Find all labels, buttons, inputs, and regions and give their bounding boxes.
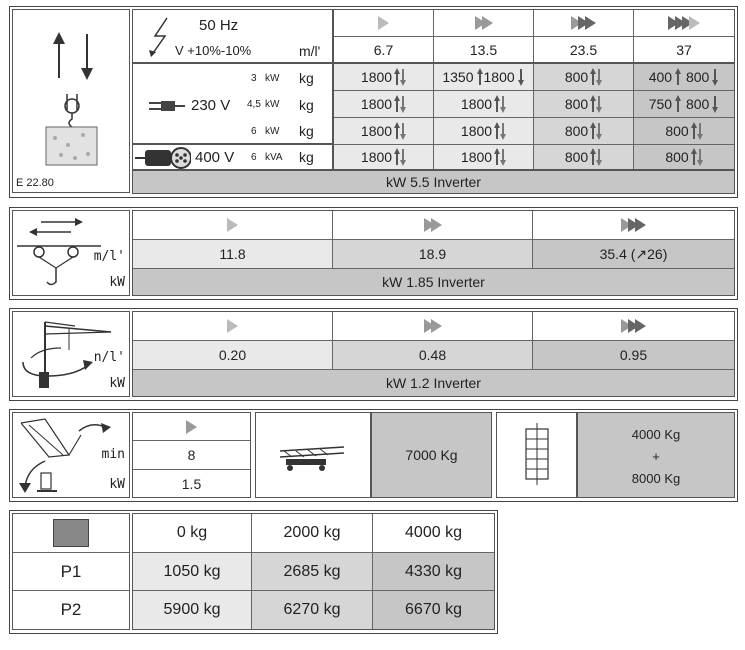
p1-value: 4330 kg xyxy=(373,553,494,591)
power-4-5: 4,5 xyxy=(247,99,261,110)
inverter-bar: kW 1.85 Inverter xyxy=(133,269,734,295)
up-down-arrows-icon xyxy=(394,68,406,86)
power-6-kva: 6 xyxy=(251,152,257,163)
p2-value: 6270 kg xyxy=(252,591,373,629)
ballast-icon-cell xyxy=(255,412,371,498)
ballast-weight: 7000 Kg xyxy=(371,412,492,498)
kg-unit: kg xyxy=(299,149,314,165)
p1-value: 2685 kg xyxy=(252,553,373,591)
counterweight-values xyxy=(577,412,735,498)
speed-value-1: 6.7 xyxy=(334,37,434,62)
up-down-arrows-icon xyxy=(494,122,506,140)
v400-block xyxy=(132,144,333,170)
slewing-speed-2: 0.48 xyxy=(333,341,533,370)
outrigger-grid xyxy=(132,513,495,630)
trolley-speed-1: 11.8 xyxy=(133,240,333,269)
speed-1-arrows xyxy=(133,413,250,441)
hoist-table-panel xyxy=(9,6,738,198)
up-arrow-icon xyxy=(674,95,682,113)
down-arrow-icon xyxy=(517,68,525,86)
up-down-arrows-icon xyxy=(394,122,406,140)
power-unit: kVA xyxy=(265,152,283,163)
power-6: 6 xyxy=(251,126,257,137)
speed-value-3: 23.5 xyxy=(534,37,634,62)
speed-unit: m/l' xyxy=(93,249,125,264)
erection-table-panel xyxy=(9,409,738,502)
outrigger-label-col xyxy=(12,513,130,630)
speed-1-arrows xyxy=(133,312,333,341)
slewing-grid xyxy=(132,311,735,397)
load-cell: 1350 1800 xyxy=(434,64,534,91)
model-code: E 22.80 xyxy=(16,177,54,189)
hoist-icon-box xyxy=(12,9,130,193)
plus-sign: + xyxy=(652,449,660,464)
power-3: 3 xyxy=(251,73,257,84)
counterweight-2: 8000 Kg xyxy=(631,471,681,486)
speed-4-arrows xyxy=(634,10,734,37)
erection-time: 8 xyxy=(133,441,250,470)
up-arrow-icon xyxy=(476,68,484,86)
load-cell: 1800 xyxy=(434,145,534,169)
hoist-icon xyxy=(13,14,129,174)
load-cell: 800 xyxy=(534,118,634,145)
load-cell: 1800 xyxy=(434,91,534,118)
slewing-icon-box xyxy=(12,311,130,397)
up-down-arrows-icon xyxy=(590,148,602,166)
up-down-arrows-icon xyxy=(590,68,602,86)
load-cell: 1800 xyxy=(434,118,534,145)
up-arrow-icon xyxy=(674,68,682,86)
row-label-p1: P1 xyxy=(13,553,129,591)
trolley-grid xyxy=(132,210,735,296)
kg-unit: kg xyxy=(299,97,314,113)
load-grid xyxy=(333,63,735,170)
power-unit: kW xyxy=(109,376,125,391)
power-unit: kW xyxy=(109,477,125,492)
up-down-arrows-icon xyxy=(590,95,602,113)
speed-2-arrows xyxy=(434,10,534,37)
slewing-speed-1: 0.20 xyxy=(133,341,333,370)
rotation-unit: n/l' xyxy=(93,350,125,365)
column-header: 0 kg xyxy=(133,514,252,553)
inverter-bar: kW 5.5 Inverter xyxy=(132,170,735,194)
load-cell: 800 xyxy=(634,118,734,145)
row-label-p2: P2 xyxy=(60,600,82,619)
speed-1-arrows xyxy=(334,10,434,37)
load-swatch-icon xyxy=(53,519,89,547)
speed-unit: m/l' xyxy=(299,43,321,59)
load-cell: 800 xyxy=(534,91,634,118)
folded-crane-icon xyxy=(278,443,348,473)
trolley-table-panel xyxy=(9,207,738,300)
load-cell: 1800 xyxy=(334,145,434,169)
lightning-icon xyxy=(147,16,177,58)
p2-value: 6670 kg xyxy=(373,591,494,629)
counterweight-stack-icon xyxy=(522,423,552,485)
load-cell: 800 xyxy=(634,145,734,169)
trolley-speed-2: 18.9 xyxy=(333,240,533,269)
power-header xyxy=(132,9,333,63)
speed-1-arrows xyxy=(133,211,333,240)
speed-2-arrows xyxy=(333,211,533,240)
erection-power: 1.5 xyxy=(181,475,202,492)
load-cell: 800 xyxy=(534,145,634,169)
column-header: 2000 kg xyxy=(252,514,373,553)
folding-crane-icon xyxy=(15,415,115,497)
p2-value: 5900 kg xyxy=(133,591,252,629)
up-down-arrows-icon xyxy=(590,122,602,140)
counterweight-1: 4000 Kg xyxy=(631,427,681,442)
load-cell: 1800 xyxy=(334,118,434,145)
speed-value-4: 37 xyxy=(676,41,692,58)
voltage-tolerance: V +10%-10% xyxy=(175,43,252,58)
power-unit: kW xyxy=(265,99,280,110)
up-down-arrows-icon xyxy=(394,148,406,166)
cee-plug-icon xyxy=(135,147,191,169)
v230-block xyxy=(132,63,333,144)
load-swatch-cell xyxy=(13,514,129,553)
trolley-icon xyxy=(15,214,105,294)
speed-3-arrows xyxy=(533,312,734,341)
up-down-arrows-icon xyxy=(494,148,506,166)
down-arrow-icon xyxy=(711,68,719,86)
outrigger-load-panel xyxy=(9,510,498,634)
inverter-bar: kW 1.2 Inverter xyxy=(133,370,734,396)
load-cell: 750 800 xyxy=(634,91,734,118)
trolley-icon-box xyxy=(12,210,130,296)
up-down-arrows-icon xyxy=(691,122,703,140)
speed-3-arrows xyxy=(534,10,634,37)
speed-3-arrows xyxy=(533,211,734,240)
power-unit: kW xyxy=(109,275,125,290)
power-unit: kW xyxy=(265,73,280,84)
slewing-table-panel xyxy=(9,308,738,401)
frequency: 50 Hz xyxy=(199,17,239,34)
up-down-arrows-icon xyxy=(691,148,703,166)
speed-value-2: 13.5 xyxy=(434,37,534,62)
load-cell: 400 800 xyxy=(634,64,734,91)
load-cell: 1800 xyxy=(334,91,434,118)
plug-icon xyxy=(147,96,187,116)
up-down-arrows-icon xyxy=(494,95,506,113)
down-arrow-icon xyxy=(711,95,719,113)
trolley-speed-3: 35.4 (↗26) xyxy=(533,240,734,269)
voltage-400: 400 V xyxy=(195,149,235,166)
erection-values xyxy=(132,412,251,498)
voltage-230: 230 V xyxy=(191,97,231,114)
speed-header-row xyxy=(333,9,735,63)
load-cell: 1800 xyxy=(334,64,434,91)
load-cell: 800 xyxy=(534,64,634,91)
kg-unit: kg xyxy=(299,123,314,139)
kg-unit: kg xyxy=(299,70,314,86)
power-unit: kW xyxy=(265,126,280,137)
speed-2-arrows xyxy=(333,312,533,341)
erection-icon-box xyxy=(12,412,130,498)
column-header: 4000 kg xyxy=(373,514,494,553)
up-down-arrows-icon xyxy=(394,95,406,113)
slewing-speed-3: 0.95 xyxy=(533,341,734,370)
counterweight-icon-cell xyxy=(496,412,577,498)
p1-value: 1050 kg xyxy=(133,553,252,591)
time-unit: min xyxy=(101,447,125,462)
